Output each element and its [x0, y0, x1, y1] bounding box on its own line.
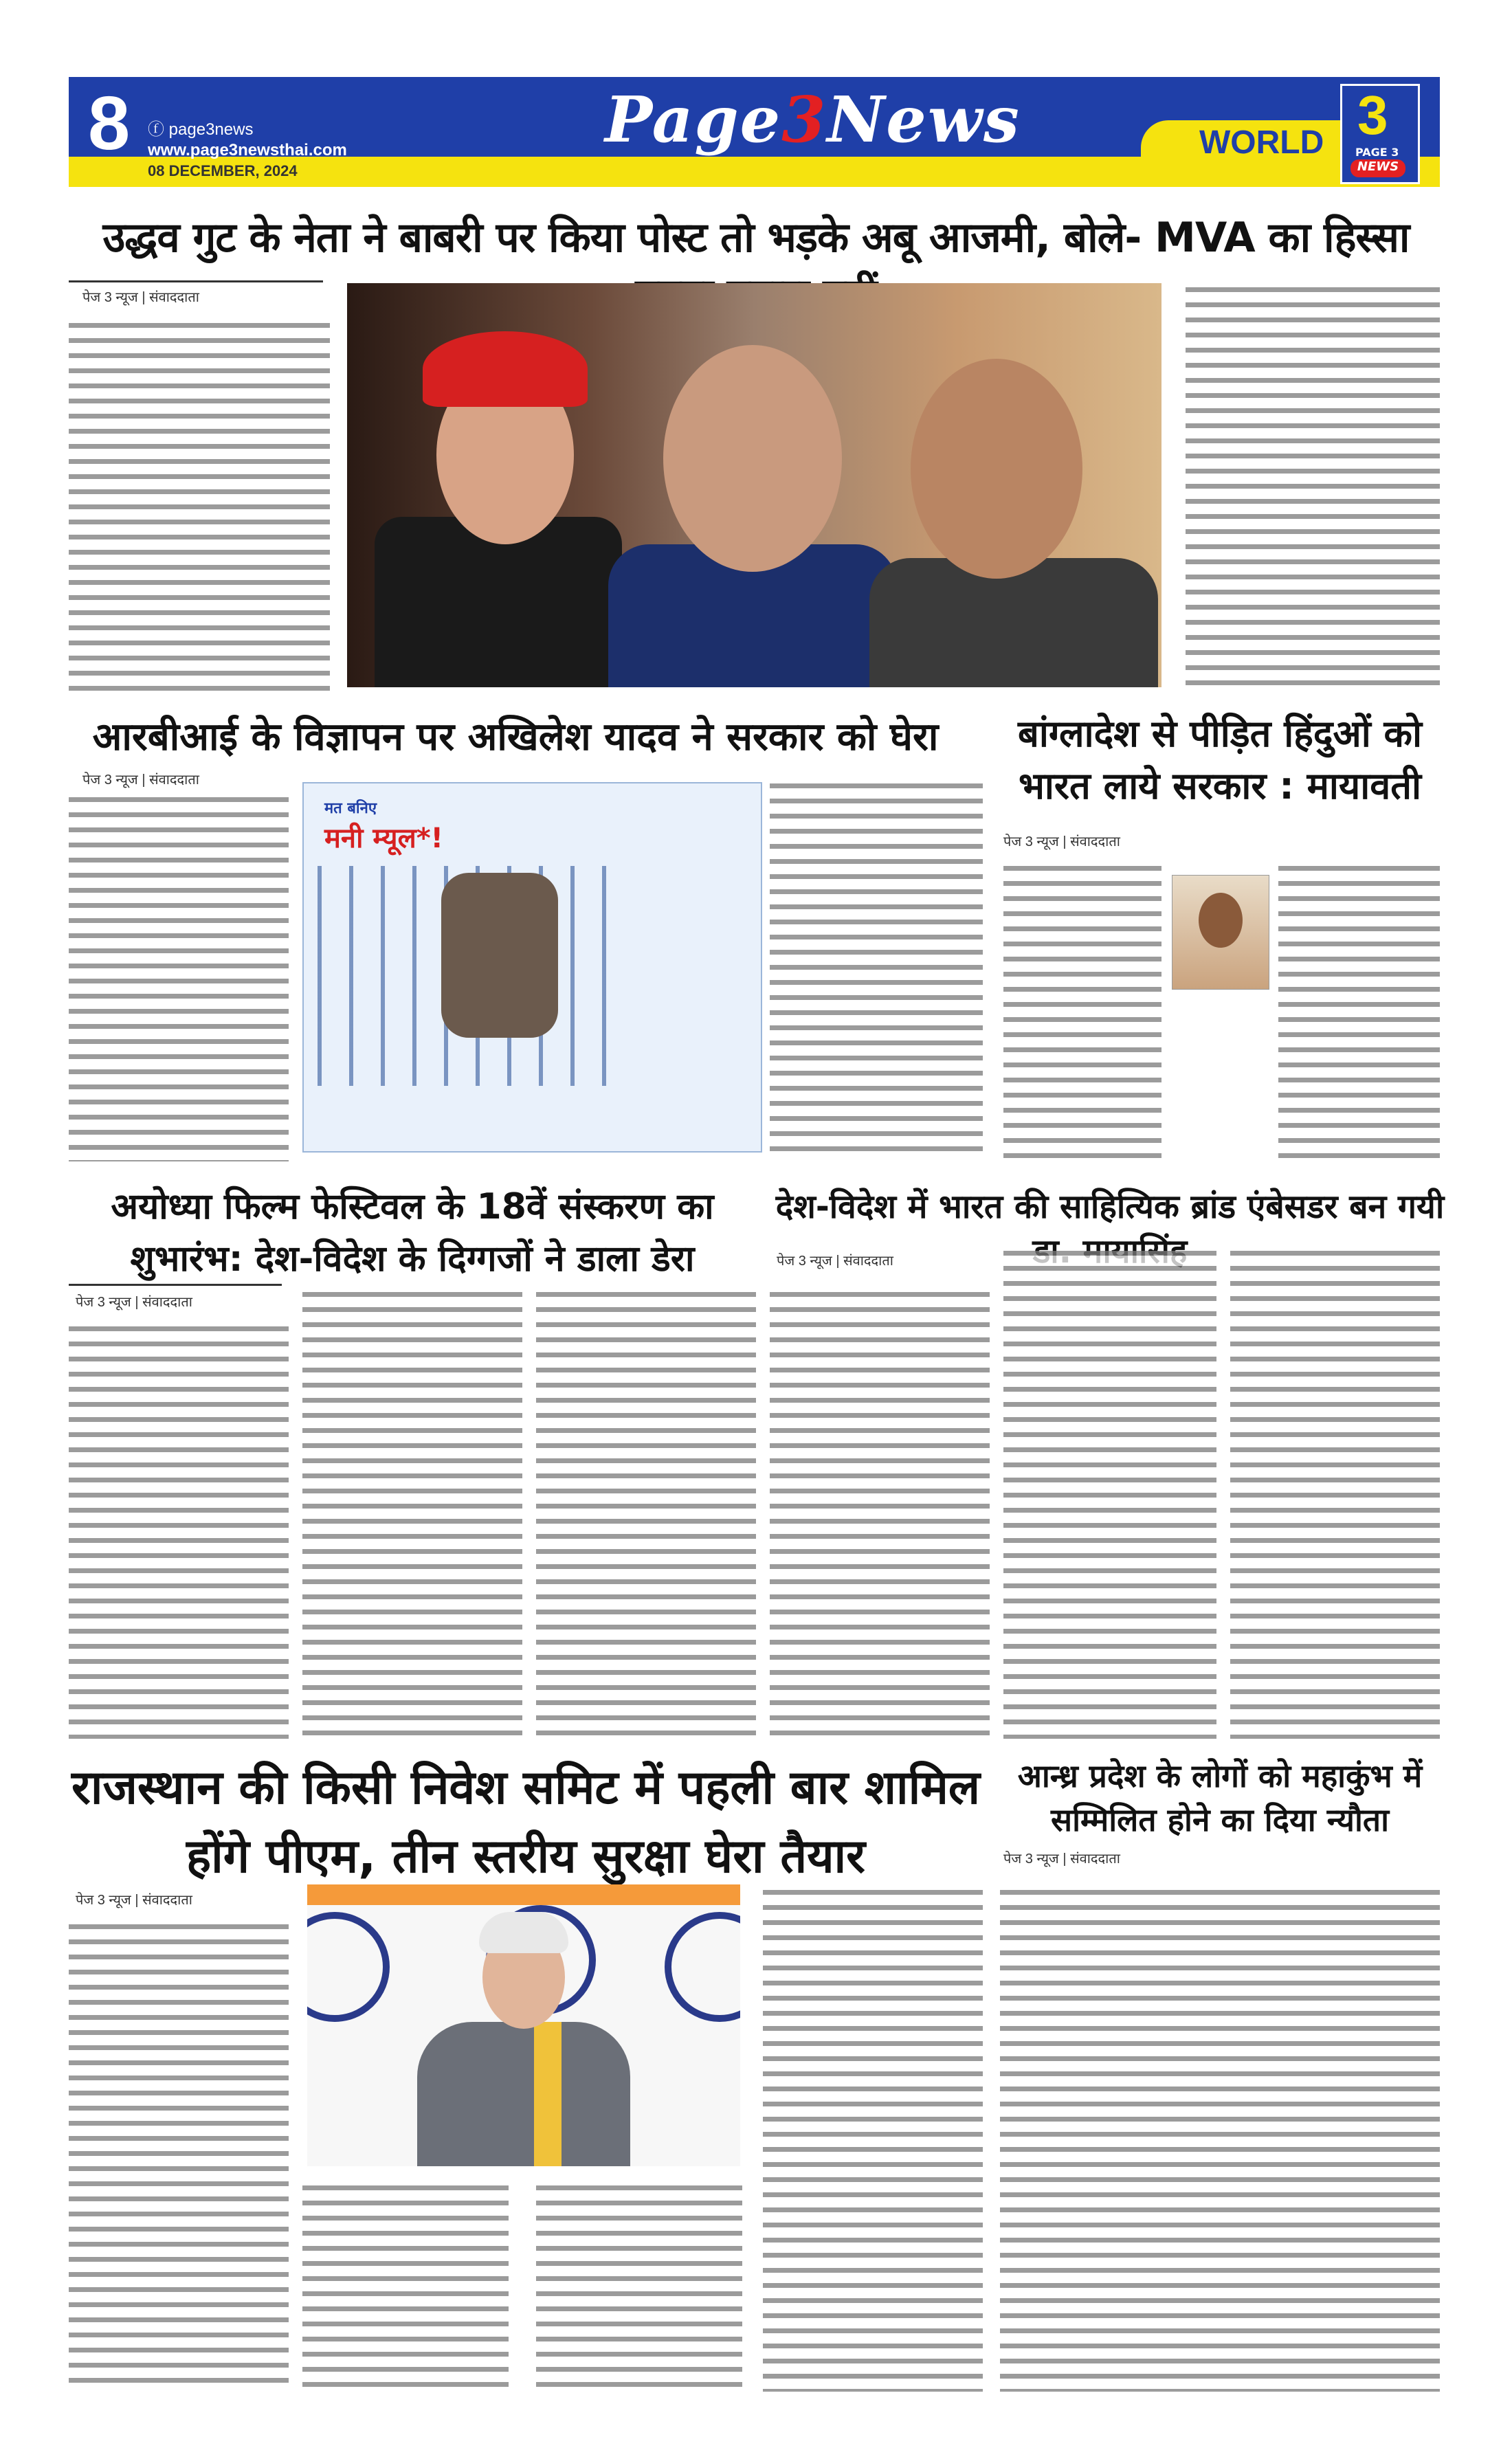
byline-6: पेज 3 न्यूज | संवाददाता	[76, 1893, 192, 1908]
article-1-text-left	[69, 323, 330, 694]
byline-1: पेज 3 न्यूज | संवाददाता	[82, 290, 199, 305]
headline-3[interactable]: बांग्लादेश से पीड़ित हिंदुओं को भारत लाये सरकार : मायावती	[1018, 712, 1422, 808]
article-1-photo[interactable]	[347, 283, 1161, 687]
byline-5: पेज 3 न्यूज | संवाददाता	[777, 1254, 893, 1269]
byline-2: पेज 3 न्यूज | संवाददाता	[82, 772, 199, 788]
article-3-text-a	[1003, 866, 1161, 1161]
section-label: WORLD	[1199, 124, 1324, 161]
headline-1[interactable]: उद्धव गुट के नेता ने बाबरी पर किया पोस्ट तो भड़के अबू आजमी, बोले- MVA का हिस्सा	[102, 214, 1410, 262]
article-5-col-2	[1003, 1251, 1216, 1739]
article-6-col-4	[536, 2185, 742, 2392]
article-6-col-3	[302, 2185, 509, 2392]
article-2-text-right	[770, 783, 983, 1161]
headline-4[interactable]: अयोध्या फिल्म फेस्टिवल के 18वें संस्करण का शुभारंभ: देश-विदेश के दिग्गजों ने डाला डेरा	[111, 1186, 714, 1280]
divider	[69, 1284, 282, 1286]
social-handle[interactable]: ⓕ page3news	[148, 120, 254, 139]
article-4-col-2	[302, 1292, 522, 1739]
headline-2[interactable]: आरबीआई के विज्ञापन पर अखिलेश यादव ने सरकार को घेरा	[92, 715, 939, 759]
badge-number: 3	[1357, 85, 1388, 146]
facebook-icon: ⓕ	[148, 120, 169, 139]
headline-5[interactable]: देश-विदेश में भारत की साहित्यिक ब्रांड एंबेसडर बन गयी	[775, 1188, 1445, 1226]
newspaper-logo[interactable]: Page3News	[605, 82, 1021, 157]
article-4-col-3	[536, 1292, 756, 1739]
article-5-col-1	[770, 1292, 990, 1739]
article-6-col-1	[69, 1924, 289, 2392]
website-link[interactable]: www.page3newsthai.com	[148, 141, 347, 159]
article-4-col-1	[69, 1326, 289, 1739]
date-line: 08 DECEMBER, 2024	[148, 162, 298, 179]
article-3-text-b	[1278, 866, 1440, 1161]
ad-image[interactable]: मत बनिए मनी म्यूल*!	[302, 782, 762, 1153]
byline-3: पेज 3 न्यूज | संवाददाता	[1003, 834, 1120, 849]
article-2-text-left	[69, 797, 289, 1161]
badge-news: NEWS	[1350, 159, 1405, 177]
badge-subtitle: PAGE 3	[1355, 146, 1399, 159]
byline-7: पेज 3 न्यूज | संवाददाता	[1003, 1851, 1120, 1867]
headline-7[interactable]: आन्ध्र प्रदेश के लोगों को महाकुंभ में सम्मिलित होने का दिया न्यौता	[1017, 1757, 1423, 1838]
page-number: 8	[88, 81, 131, 166]
byline-4: पेज 3 न्यूज | संवाददाता	[76, 1295, 192, 1310]
article-7-text	[1000, 1890, 1440, 2392]
article-1-text-right	[1186, 287, 1440, 686]
article-3-photo[interactable]	[1172, 875, 1269, 990]
article-5-col-3	[1230, 1251, 1440, 1739]
article-6-col-2	[763, 1890, 983, 2392]
divider	[69, 280, 323, 282]
headline-6[interactable]: राजस्थान की किसी निवेश समिट में पहली बार शामिल होंगे पीएम, तीन स्तरीय सुरक्षा घेरा तैयार	[71, 1761, 980, 1884]
article-6-photo[interactable]	[307, 1884, 740, 2166]
